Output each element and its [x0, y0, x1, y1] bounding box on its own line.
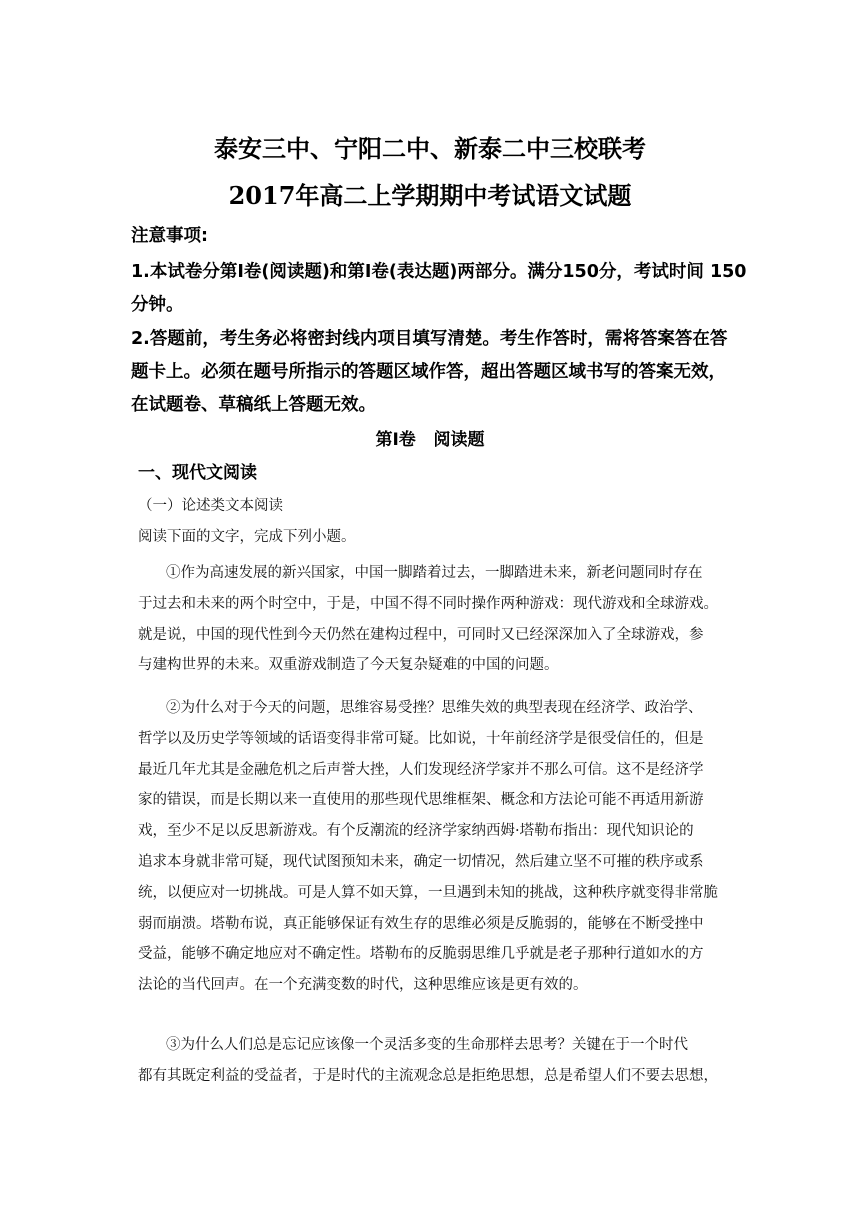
paragraph-line: 就是说，中国的现代性到今天仍然在建构过程中，可同时又已经深深加入了全球游戏，参	[138, 626, 704, 643]
paragraph-line: 家的错误，而是长期以来一直使用的那些现代思维框架、概念和方法论可能不再适用新游	[138, 792, 704, 809]
paragraph-line: 法论的当代回声。在一个充满变数的时代，这种思维应该是更有效的。	[138, 977, 588, 994]
paragraph-line: ③为什么人们总是忘记应该像一个灵活多变的生命那样去思考？关键在于一个时代	[166, 1037, 688, 1053]
reading-instruction: 阅读下面的文字，完成下列小题。	[138, 529, 356, 545]
notice-item-2-line: 在试题卷、草稿纸上答题无效。	[131, 395, 376, 415]
reading-paragraph-3	[138, 1030, 728, 1092]
paragraph-line: ②为什么对于今天的问题，思维容易受挫？思维失效的典型表现在经济学、政治学、	[166, 700, 703, 716]
notice-item-2	[131, 323, 731, 422]
exam-title-line2: 2017年高二上学期期中考试语文试题	[228, 181, 632, 210]
paragraph-line: 都有其既定利益的受益者，于是时代的主流观念总是拒绝思想，总是希望人们不要去思想，	[138, 1067, 718, 1084]
paragraph-line: 哲学以及历史学等领域的话语变得非常可疑。比如说，十年前经济学是很受信任的，但是	[138, 730, 704, 747]
notice-item-2-line: 2.答题前，考生务必将密封线内项目填写清楚。考生作答时，需将答案答在答	[131, 329, 728, 349]
subpart-title: （一）论述类文本阅读	[138, 498, 283, 514]
part-title: 一、现代文阅读	[138, 463, 257, 483]
paragraph-line: 受益，能够不确定地应对不确定性。塔勒布的反脆弱思维几乎就是老子那种行道如水的方	[138, 946, 704, 963]
exam-title-line1: 泰安三中、宁阳二中、新泰二中三校联考	[214, 134, 646, 163]
reading-paragraph-1	[138, 558, 728, 681]
notice-item-2-line: 题卡上。必须在题号所指示的答题区域作答，超出答题区域书写的答案无效，	[131, 362, 726, 382]
paragraph-line: 与建构世界的未来。双重游戏制造了今天复杂疑难的中国的问题。	[138, 657, 559, 674]
notice-item-1-line: 1.本试卷分第Ⅰ卷(阅读题)和第Ⅰ卷(表达题)两部分。满分150分，考试时间 150	[131, 262, 747, 282]
notice-item-1-line: 分钟。	[131, 295, 184, 315]
reading-paragraph-2	[138, 693, 728, 1001]
paragraph-line: ①作为高速发展的新兴国家，中国一脚踏着过去，一脚踏进未来，新老问题同时存在	[166, 565, 703, 581]
paragraph-line: 于过去和未来的两个时空中，于是，中国不得不同时操作两种游戏：现代游戏和全球游戏。	[138, 595, 718, 612]
paragraph-line: 追求本身就非常可疑，现代试图预知未来，确定一切情况，然后建立坚不可摧的秩序或系	[138, 853, 704, 870]
volume-title: 第Ⅰ卷 阅读题	[375, 430, 485, 450]
paragraph-line: 统，以便应对一切挑战。可是人算不如天算，一旦遇到未知的挑战，这种秩序就变得非常脆	[138, 884, 718, 901]
notice-item-1	[131, 256, 747, 322]
paragraph-line: 弱而崩溃。塔勒布说，真正能够保证有效生存的思维必须是反脆弱的，能够在不断受挫中	[138, 915, 704, 932]
paragraph-line: 戏，至少不足以反思新游戏。有个反潮流的经济学家纳西姆·塔勒布指出：现代知识论的	[138, 823, 694, 840]
paragraph-line: 最近几年尤其是金融危机之后声誉大挫，人们发现经济学家并不那么可信。这不是经济学	[138, 761, 704, 778]
notice-heading: 注意事项:	[131, 226, 208, 246]
